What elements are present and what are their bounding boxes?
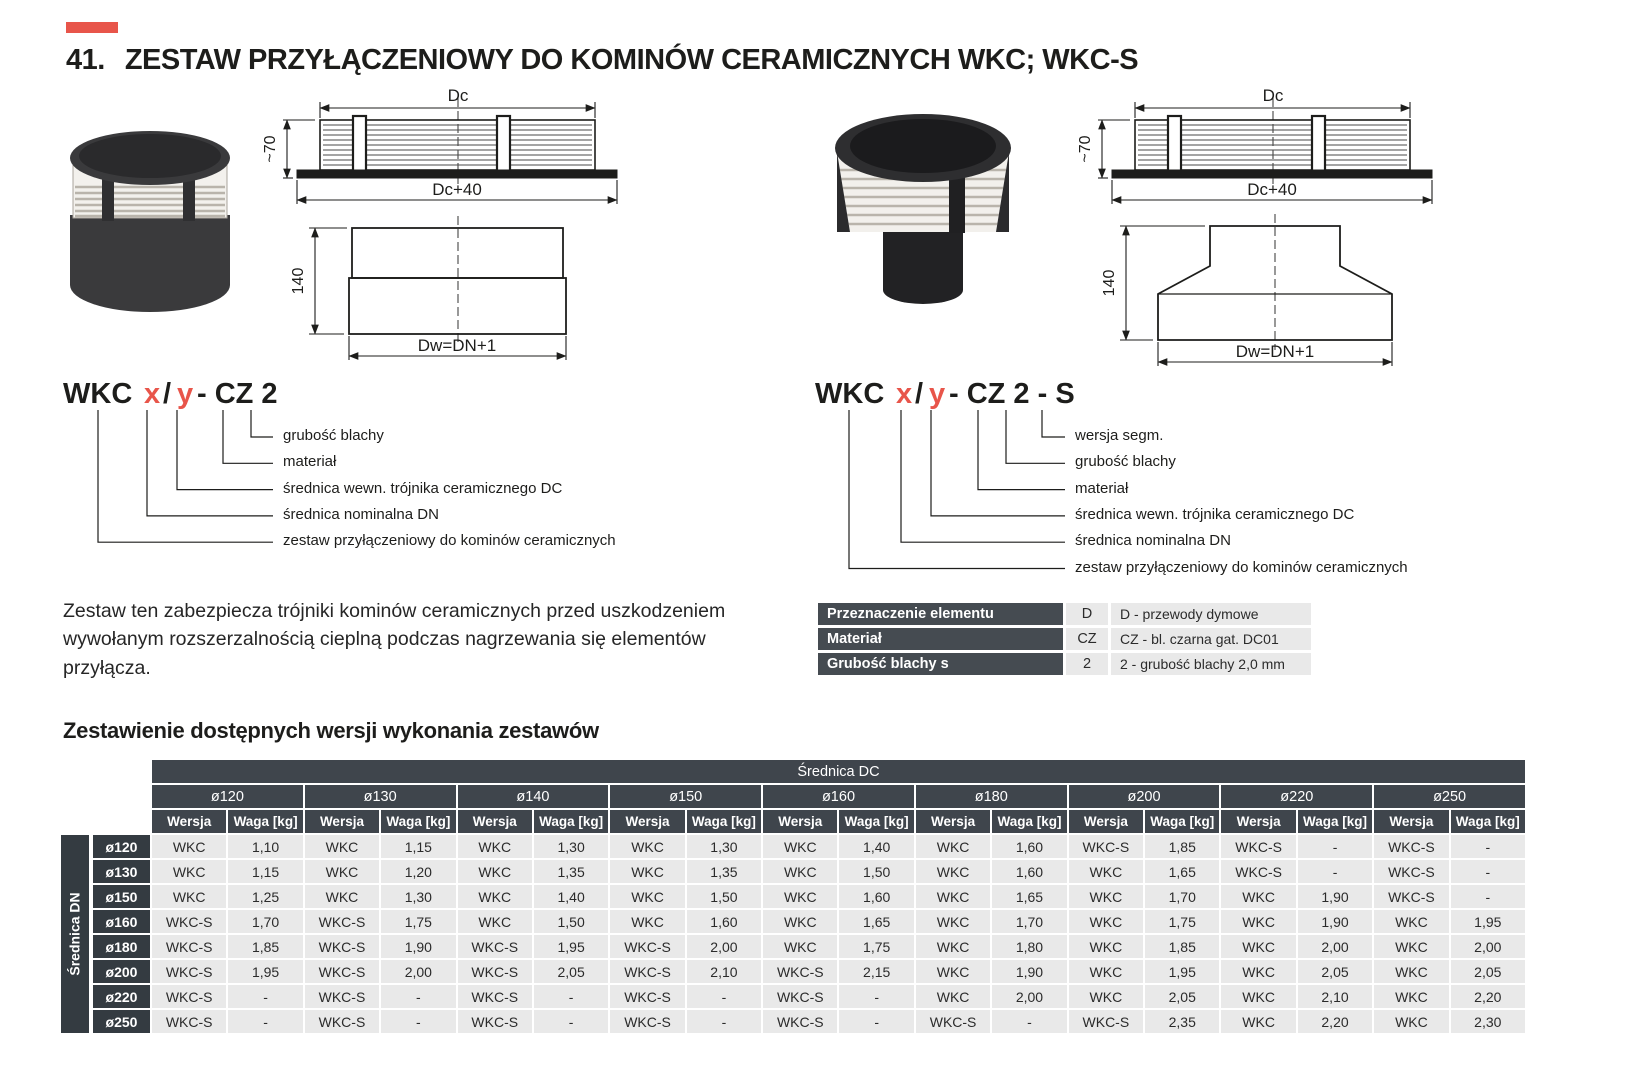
svg-text:Dc+40: Dc+40 — [432, 180, 482, 199]
version-cell: WKC-S — [152, 935, 226, 958]
weight-cell: 2,00 — [1298, 935, 1372, 958]
weight-cell: 1,25 — [228, 885, 302, 908]
svg-text:Dw=DN+1: Dw=DN+1 — [1235, 342, 1315, 361]
weight-cell: 1,85 — [1145, 935, 1219, 958]
weight-cell: 1,90 — [381, 935, 455, 958]
dc-column-header: ø180 — [916, 785, 1067, 808]
svg-text:Dc+40: Dc+40 — [1247, 180, 1297, 199]
callout-label: materiał — [283, 453, 337, 471]
version-cell: WKC-S — [1374, 885, 1448, 908]
callout-label: średnica wewn. trójnika ceramicznego DC — [1075, 505, 1355, 523]
code-right-slash: / — [915, 378, 924, 410]
weight-cell: 1,70 — [1145, 885, 1219, 908]
weight-cell: 1,95 — [1451, 910, 1525, 933]
spec-label: Materiał — [818, 628, 1063, 650]
callout-label: średnica wewn. trójnika ceramicznego DC — [283, 479, 563, 497]
version-cell: WKC — [1221, 1010, 1295, 1033]
callout-line — [177, 410, 273, 490]
version-cell: WKC-S — [763, 985, 837, 1008]
version-cell: WKC-S — [1069, 835, 1143, 858]
version-cell: WKC — [1374, 960, 1448, 983]
weight-cell: 1,85 — [1145, 835, 1219, 858]
code-left-wkc: WKC — [63, 378, 133, 410]
weight-cell: 1,50 — [687, 885, 761, 908]
weight-cell: 1,15 — [381, 835, 455, 858]
code-left-y: y — [177, 378, 194, 410]
version-cell: WKC — [1069, 910, 1143, 933]
version-cell: WKC — [458, 860, 532, 883]
version-cell: WKC-S — [1221, 835, 1295, 858]
version-cell: WKC — [916, 860, 990, 883]
version-cell: WKC — [763, 835, 837, 858]
dc-column-header: ø220 — [1221, 785, 1372, 808]
version-cell: WKC — [916, 885, 990, 908]
version-cell: WKC-S — [1374, 835, 1448, 858]
version-cell: WKC-S — [610, 935, 684, 958]
weight-cell: 1,50 — [534, 910, 608, 933]
weight-cell: 2,00 — [1451, 935, 1525, 958]
subheader-wersja: Wersja — [458, 810, 532, 833]
weight-cell: 1,90 — [992, 960, 1066, 983]
version-cell: WKC-S — [1374, 860, 1448, 883]
version-cell: WKC-S — [610, 1010, 684, 1033]
weight-cell: 2,15 — [839, 960, 913, 983]
subheader-waga: Waga [kg] — [687, 810, 761, 833]
subheader-wersja: Wersja — [610, 810, 684, 833]
spec-code: 2 — [1066, 653, 1108, 675]
weight-cell: 2,20 — [1451, 985, 1525, 1008]
version-cell: WKC — [1069, 985, 1143, 1008]
version-cell: WKC-S — [610, 960, 684, 983]
callout-label: średnica nominalna DN — [283, 505, 439, 523]
dc-column-header: ø200 — [1069, 785, 1220, 808]
version-cell: WKC — [916, 960, 990, 983]
technical-drawing-wkc — [245, 82, 705, 362]
version-cell: WKC-S — [305, 910, 379, 933]
version-cell: WKC-S — [1069, 1010, 1143, 1033]
code-right-wkc: WKC — [815, 378, 885, 410]
weight-cell: 1,70 — [228, 910, 302, 933]
code-right-x: x — [896, 378, 913, 410]
dn-row-header: ø220 — [93, 985, 150, 1008]
weight-cell: 1,35 — [534, 860, 608, 883]
version-cell: WKC — [1221, 985, 1295, 1008]
version-cell: WKC-S — [305, 985, 379, 1008]
weight-cell: - — [992, 1010, 1066, 1033]
spec-row — [818, 603, 1311, 625]
subheader-waga: Waga [kg] — [1145, 810, 1219, 833]
weight-cell: 1,60 — [992, 860, 1066, 883]
version-cell: WKC-S — [152, 960, 226, 983]
dc-column-header: ø160 — [763, 785, 914, 808]
dn-row-header: ø150 — [93, 885, 150, 908]
version-cell: WKC — [916, 985, 990, 1008]
version-cell: WKC-S — [763, 1010, 837, 1033]
version-cell: WKC — [1069, 935, 1143, 958]
weight-cell: 2,10 — [1298, 985, 1372, 1008]
callout-label: materiał — [1075, 479, 1129, 497]
dc-axis-header: Średnica DC — [152, 760, 1525, 783]
subheader-waga: Waga [kg] — [839, 810, 913, 833]
weight-cell: 1,60 — [839, 885, 913, 908]
callout-line — [251, 410, 273, 437]
version-cell: WKC-S — [458, 1010, 532, 1033]
technical-drawing-wkc-s — [1060, 82, 1530, 368]
svg-text:Dc: Dc — [1262, 86, 1284, 105]
dn-row-header: ø250 — [93, 1010, 150, 1033]
weight-cell: - — [1298, 860, 1372, 883]
code-right-y: y — [929, 378, 946, 410]
dc-column-header: ø140 — [458, 785, 609, 808]
weight-cell: 2,05 — [1298, 960, 1372, 983]
description-paragraph: Zestaw ten zabezpiecza trójniki kominów ceramicznych przed uszkodzeniem wywołanym rozszerzalnością cieplną podczas nagrzewania się elementów przyłącza. — [63, 600, 726, 679]
subheader-waga: Waga [kg] — [228, 810, 302, 833]
version-cell: WKC-S — [305, 935, 379, 958]
weight-cell: 1,95 — [228, 960, 302, 983]
version-cell: WKC — [916, 935, 990, 958]
weight-cell: - — [1298, 835, 1372, 858]
subheader-wersja: Wersja — [916, 810, 990, 833]
version-cell: WKC-S — [305, 960, 379, 983]
weight-cell: 2,05 — [1145, 985, 1219, 1008]
subheader-wersja: Wersja — [763, 810, 837, 833]
weight-cell: 1,70 — [992, 910, 1066, 933]
version-cell: WKC — [1374, 1010, 1448, 1033]
dc-column-header: ø120 — [152, 785, 303, 808]
weight-cell: 1,65 — [839, 910, 913, 933]
version-cell: WKC — [610, 860, 684, 883]
version-cell: WKC — [1221, 910, 1295, 933]
page-title — [66, 44, 1138, 77]
weight-cell: 2,00 — [687, 935, 761, 958]
weight-cell: - — [381, 985, 455, 1008]
section-title: ZESTAW PRZYŁĄCZENIOWY DO KOMINÓW CERAMICZNYCH WKC; WKC-S — [124, 44, 1139, 76]
version-cell: WKC — [1374, 935, 1448, 958]
weight-cell: 1,60 — [687, 910, 761, 933]
version-cell: WKC-S — [916, 1010, 990, 1033]
version-cell: WKC — [1374, 985, 1448, 1008]
version-cell: WKC — [1221, 885, 1295, 908]
svg-text:Dw=DN+1: Dw=DN+1 — [417, 336, 497, 355]
dn-row-header: ø120 — [93, 835, 150, 858]
weight-cell: - — [687, 1010, 761, 1033]
spec-code: CZ — [1066, 628, 1108, 650]
weight-cell: 1,50 — [839, 860, 913, 883]
weight-cell: 1,30 — [687, 835, 761, 858]
weight-cell: - — [534, 985, 608, 1008]
version-cell: WKC — [458, 910, 532, 933]
version-cell: WKC — [610, 910, 684, 933]
code-right-rest: - CZ 2 - S — [949, 378, 1075, 410]
versions-heading: Zestawienie dostępnych wersji wykonania zestawów — [63, 718, 599, 743]
dn-row-header: ø130 — [93, 860, 150, 883]
weight-cell: 1,40 — [534, 885, 608, 908]
weight-cell: 2,00 — [381, 960, 455, 983]
spec-row — [818, 653, 1311, 675]
subheader-waga: Waga [kg] — [992, 810, 1066, 833]
version-cell: WKC-S — [152, 1010, 226, 1033]
weight-cell: - — [839, 985, 913, 1008]
version-cell: WKC-S — [763, 960, 837, 983]
code-left-slash: / — [163, 378, 172, 410]
version-cell: WKC — [152, 885, 226, 908]
callout-line — [931, 410, 1065, 516]
dn-row-header: ø200 — [93, 960, 150, 983]
dc-column-header: ø130 — [305, 785, 456, 808]
version-cell: WKC — [763, 885, 837, 908]
subheader-waga: Waga [kg] — [1298, 810, 1372, 833]
weight-cell: 1,75 — [839, 935, 913, 958]
subheader-wersja: Wersja — [1069, 810, 1143, 833]
weight-cell: 1,40 — [839, 835, 913, 858]
version-cell: WKC-S — [610, 985, 684, 1008]
dn-row-header: ø180 — [93, 935, 150, 958]
version-cell: WKC — [305, 860, 379, 883]
version-cell: WKC — [916, 835, 990, 858]
version-cell: WKC-S — [458, 985, 532, 1008]
weight-cell: 1,80 — [992, 935, 1066, 958]
weight-cell: - — [228, 1010, 302, 1033]
weight-cell: 2,10 — [687, 960, 761, 983]
dc-column-header: ø250 — [1374, 785, 1525, 808]
weight-cell: 1,35 — [687, 860, 761, 883]
version-cell: WKC — [763, 910, 837, 933]
version-cell: WKC — [305, 835, 379, 858]
weight-cell: 2,05 — [534, 960, 608, 983]
callout-line — [1042, 410, 1065, 437]
weight-cell: 1,65 — [1145, 860, 1219, 883]
weight-cell: 2,30 — [1451, 1010, 1525, 1033]
dc-column-header: ø150 — [610, 785, 761, 808]
svg-text:Dc: Dc — [447, 86, 469, 105]
weight-cell: - — [1451, 860, 1525, 883]
accent-dash — [66, 22, 118, 33]
version-cell: WKC — [610, 885, 684, 908]
subheader-wersja: Wersja — [1221, 810, 1295, 833]
dn-axis-label: Średnica DN — [61, 835, 89, 1033]
spec-desc: 2 - grubość blachy 2,0 mm — [1111, 653, 1311, 675]
weight-cell: 1,75 — [1145, 910, 1219, 933]
weight-cell: 1,20 — [381, 860, 455, 883]
version-cell: WKC-S — [305, 1010, 379, 1033]
callout-line — [1006, 410, 1065, 463]
callout-label: grubość blachy — [1075, 453, 1176, 471]
product-photo-wkc — [55, 103, 245, 335]
svg-text:~70: ~70 — [262, 135, 279, 163]
weight-cell: 1,90 — [1298, 885, 1372, 908]
weight-cell: 1,10 — [228, 835, 302, 858]
subheader-wersja: Wersja — [305, 810, 379, 833]
weight-cell: 1,65 — [992, 885, 1066, 908]
subheader-wersja: Wersja — [1374, 810, 1448, 833]
version-cell: WKC-S — [458, 935, 532, 958]
weight-cell: - — [228, 985, 302, 1008]
version-cell: WKC — [152, 860, 226, 883]
svg-text:140: 140 — [1101, 269, 1118, 297]
version-cell: WKC — [458, 835, 532, 858]
weight-cell: 1,75 — [381, 910, 455, 933]
weight-cell: 1,30 — [381, 885, 455, 908]
spec-desc: D - przewody dymowe — [1111, 603, 1311, 625]
version-cell: WKC — [305, 885, 379, 908]
version-cell: WKC — [763, 860, 837, 883]
weight-cell: 1,95 — [1145, 960, 1219, 983]
weight-cell: 1,95 — [534, 935, 608, 958]
svg-text:~70: ~70 — [1077, 135, 1094, 163]
weight-cell: 2,05 — [1451, 960, 1525, 983]
callout-line — [901, 410, 1065, 542]
weight-cell: - — [1451, 835, 1525, 858]
subheader-wersja: Wersja — [152, 810, 226, 833]
product-photo-wkc-s — [823, 100, 1023, 307]
weight-cell: - — [534, 1010, 608, 1033]
callout-label: grubość blachy — [283, 427, 384, 444]
spec-desc: CZ - bl. czarna gat. DC01 — [1111, 628, 1311, 650]
callout-label: zestaw przyłączeniowy do kominów ceramicznych — [283, 532, 616, 550]
version-cell: WKC — [458, 885, 532, 908]
version-cell: WKC-S — [152, 985, 226, 1008]
subheader-waga: Waga [kg] — [1451, 810, 1525, 833]
weight-cell: 2,00 — [992, 985, 1066, 1008]
callout-label: średnica nominalna DN — [1075, 532, 1231, 550]
subheader-waga: Waga [kg] — [534, 810, 608, 833]
callout-line — [147, 410, 273, 516]
code-left-x: x — [144, 378, 161, 410]
weight-cell: 1,30 — [534, 835, 608, 858]
version-cell: WKC — [610, 835, 684, 858]
weight-cell: 2,20 — [1298, 1010, 1372, 1033]
spec-label: Grubość blachy s — [818, 653, 1063, 675]
callout-line — [223, 410, 273, 463]
version-cell: WKC — [763, 935, 837, 958]
weight-cell: - — [839, 1010, 913, 1033]
callout-line — [978, 410, 1065, 490]
weight-cell: 1,60 — [992, 835, 1066, 858]
callout-label: wersja segm. — [1075, 427, 1164, 444]
section-number: 41. — [66, 44, 105, 76]
version-cell: WKC — [152, 835, 226, 858]
subheader-waga: Waga [kg] — [381, 810, 455, 833]
callout-line — [849, 410, 1065, 569]
weight-cell: 1,85 — [228, 935, 302, 958]
callout-label: zestaw przyłączeniowy do kominów ceramicznych — [1075, 558, 1408, 576]
version-cell: WKC-S — [1221, 860, 1295, 883]
spec-label: Przeznaczenie elementu — [818, 603, 1063, 625]
versions-table — [93, 760, 1525, 1033]
version-cell: WKC — [1221, 935, 1295, 958]
weight-cell: - — [687, 985, 761, 1008]
dn-row-header: ø160 — [93, 910, 150, 933]
version-cell: WKC — [1221, 960, 1295, 983]
version-cell: WKC — [1069, 885, 1143, 908]
version-cell: WKC — [1069, 860, 1143, 883]
weight-cell: 2,35 — [1145, 1010, 1219, 1033]
weight-cell: - — [381, 1010, 455, 1033]
weight-cell: - — [1451, 885, 1525, 908]
version-cell: WKC — [1374, 910, 1448, 933]
code-left-rest: - CZ 2 — [197, 378, 278, 410]
version-cell: WKC — [916, 910, 990, 933]
version-cell: WKC — [1069, 960, 1143, 983]
weight-cell: 1,15 — [228, 860, 302, 883]
weight-cell: 1,90 — [1298, 910, 1372, 933]
spec-code: D — [1066, 603, 1108, 625]
spec-row — [818, 628, 1311, 650]
callout-line — [98, 410, 273, 542]
svg-text:140: 140 — [290, 267, 307, 295]
version-cell: WKC-S — [152, 910, 226, 933]
version-cell: WKC-S — [458, 960, 532, 983]
